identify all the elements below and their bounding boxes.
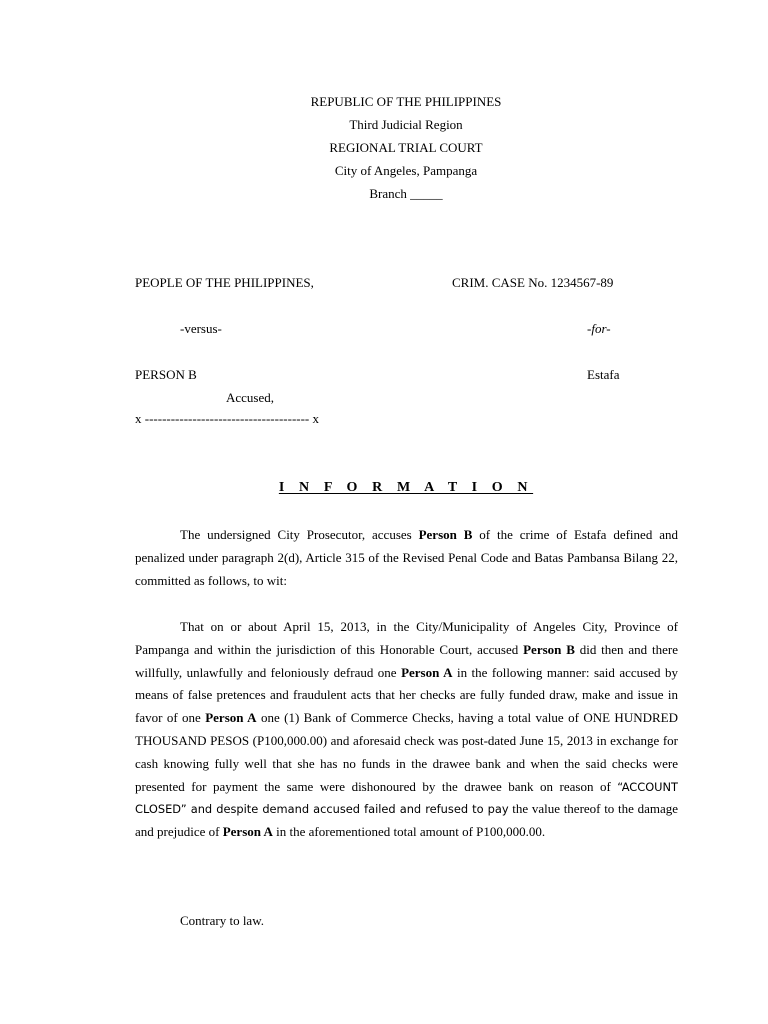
p2-account-closed: “ACCOUNT CLOSED” and despite demand accused failed and refused to pay (135, 779, 678, 817)
document-title: I N F O R M A T I O N (278, 480, 534, 495)
header-court: REGIONAL TRIAL COURT (329, 140, 483, 155)
p2-text-3: in the following manner: said accused by means of false pretences and fraudulent acts that her checks are fully funded draw, make and issue in favor of one (135, 664, 678, 726)
header-branch: Branch _____ (369, 186, 443, 201)
versus-label: -versus- (180, 321, 222, 336)
header-city: City of Angeles, Pampanga (334, 163, 478, 178)
p1-text-1: The undersigned City Prosecutor, accuses (180, 527, 419, 542)
p1-accused: Person B (418, 527, 473, 542)
p2-text-7: in the aforementioned total amount of P100,000.00. (272, 824, 546, 840)
p2-text-1: That on or about April 15, 2013, in the City/Municipality of Angeles City, Province of Pampanga and within the jurisdiction of this Honorable Court, accused (135, 619, 678, 657)
p2-complainant-3: Person A (222, 824, 273, 840)
charge-paragraph (135, 616, 678, 844)
caption-separator: x -------------------------------------- x (135, 411, 320, 426)
accused-name: PERSON B (135, 367, 197, 382)
p2-complainant-2: Person A (205, 710, 257, 726)
header-region: Third Judicial Region (349, 117, 463, 132)
header-republic: REPUBLIC OF THE PHILIPPINES (310, 94, 502, 109)
p2-complainant-1: Person A (401, 664, 453, 680)
case-number: CRIM. CASE No. 1234567-89 (452, 275, 614, 290)
p2-text-6: the value thereof to the damage and prejudice of (135, 801, 678, 840)
p2-accused: Person B (523, 641, 575, 657)
offense-name: Estafa (587, 367, 620, 382)
p1-text-2: of the crime of Estafa defined and penalized under paragraph 2(d), Article 315 of the Revised Penal Code and Batas Pambansa Bilang 22, committed as follows, to wit: (135, 527, 678, 588)
for-label: -for- (587, 321, 611, 336)
closing-line: Contrary to law. (180, 913, 264, 928)
opening-paragraph (135, 524, 678, 592)
accused-label: Accused, (226, 390, 275, 405)
p2-text-4: one (1) Bank of Commerce Checks, having a total value of ONE HUNDRED THOUSAND PESOS (P100,000.00) and aforesaid check was post-dated June 15, 2013 in exchange for cash knowing fully well that she has no funds in the drawee bank and when the said checks were presented for payment the same were dishonoured by the drawee bank on reason of (135, 710, 678, 794)
plaintiff-name: PEOPLE OF THE PHILIPPINES, (135, 275, 314, 290)
p2-text-2: did then and there willfully, unlawfully and feloniously defraud one (135, 641, 678, 680)
